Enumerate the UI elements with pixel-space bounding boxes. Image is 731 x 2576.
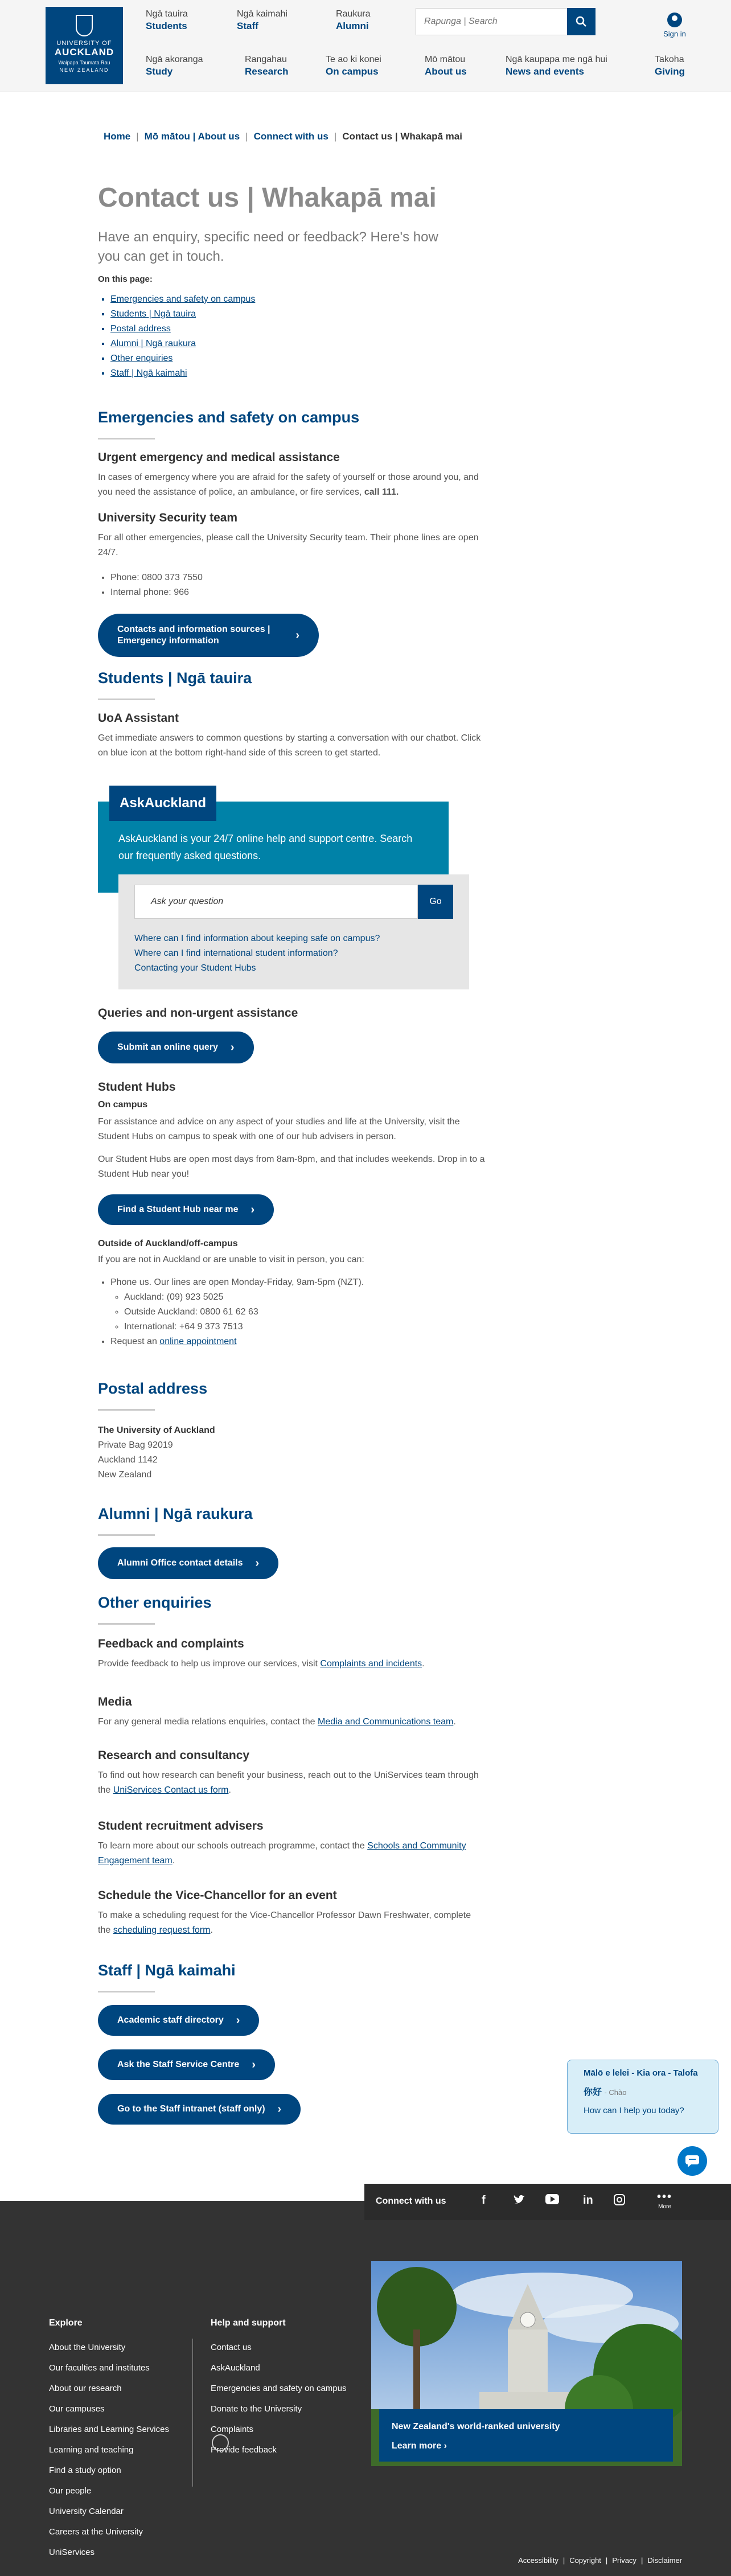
topnav-en: Students — [146, 20, 187, 31]
chevron-right-icon: › — [295, 629, 299, 642]
toc-item[interactable]: ▪ Postal address — [110, 322, 485, 336]
assistant-text: Get immediate answers to common questions by starting a conversation with our chatbot. Click on blue icon at the bottom right-hand side of this screen to get started. — [98, 733, 481, 758]
topnav-staff[interactable] — [237, 9, 288, 32]
footer-explore — [49, 2318, 169, 2563]
mainnav-mi: Mō mātou — [425, 55, 466, 64]
hubs-block — [98, 1080, 485, 1182]
chevron-right-icon: › — [230, 1041, 235, 1054]
submit-query-label: Submit an online query — [117, 1042, 218, 1052]
postal-heading: Postal address — [98, 1380, 208, 1397]
footer-divider — [192, 2339, 193, 2487]
chevron-right-icon: › — [236, 2014, 240, 2027]
find-hub-label: Find a Student Hub near me — [117, 1205, 239, 1214]
footer-link[interactable]: About the University — [49, 2343, 126, 2352]
footer-help — [211, 2318, 346, 2460]
ask-faq-link[interactable]: Where can I find information about keeping safe on campus? — [134, 934, 380, 943]
security-phones — [98, 570, 485, 600]
footer-link[interactable]: Our faculties and institutes — [49, 2363, 150, 2373]
logo-line-4: NEW ZEALAND — [59, 67, 109, 73]
search-box — [416, 8, 596, 35]
page-title: Contact us | Whakapā mai — [98, 183, 437, 213]
topnav-students[interactable] — [146, 9, 188, 32]
logo-line-3: Waipapa Taumata Rau — [58, 60, 110, 65]
urgent-text: In cases of emergency where you are afraid for the safety of yourself or those around you, and you need the assistance of police, an ambulance, or fire services, call 111. — [98, 473, 479, 497]
sign-in-link[interactable] — [655, 13, 695, 38]
footer-help-heading: Help and support — [211, 2318, 286, 2328]
topnav-mi: Ngā tauira — [146, 9, 188, 19]
staff-heading: Staff | Ngā kaimahi — [98, 1962, 236, 1979]
queries-block — [98, 1006, 485, 1020]
media-heading: Media — [98, 1695, 132, 1708]
footer-bottom-link[interactable]: Accessibility — [518, 2556, 558, 2565]
scheduling-form-link[interactable]: scheduling request form — [113, 1925, 211, 1935]
research-block — [98, 1749, 485, 1798]
instagram-icon[interactable] — [614, 2194, 625, 2209]
logo-line-1: UNIVERSITY OF — [56, 40, 112, 47]
mainnav-mi: Rangahau — [245, 55, 287, 64]
promo-learn-more[interactable]: Learn more › — [392, 2441, 447, 2451]
assistant-block — [98, 712, 485, 761]
staff-buttons — [98, 2005, 485, 2125]
emergency-section — [98, 409, 485, 439]
toc-item[interactable]: ▪ Other enquiries — [110, 351, 485, 366]
mainnav-mi: Takoha — [655, 55, 684, 64]
crest-icon — [76, 15, 93, 36]
mainnav-en: About us — [425, 66, 467, 77]
emergency-info-label: Contacts and information sources | Emergency information — [117, 625, 270, 646]
alumni-section — [98, 1505, 485, 1536]
hubs-text-1: For assistance and advice on any aspect of your studies and life at the University, visit the Student Hubs on campus to speak with one of our hub advisers in person. — [98, 1117, 460, 1141]
mainnav-en: Research — [245, 66, 289, 77]
logo-line-2: AUCKLAND — [54, 47, 114, 57]
postal-section — [98, 1380, 485, 1411]
university-logo[interactable] — [46, 7, 123, 84]
promo-card[interactable] — [379, 2409, 673, 2462]
media-team-link[interactable]: Media and Communications team — [318, 1717, 454, 1727]
queries-button-wrap — [98, 1032, 485, 1063]
offcampus-block — [98, 1239, 485, 1349]
toc-item[interactable]: ▪ Staff | Ngā kaimahi — [110, 366, 485, 381]
chatbot-button[interactable] — [677, 2146, 707, 2176]
footer-bottom-link[interactable]: Copyright — [569, 2556, 601, 2565]
queries-heading: Queries and non-urgent assistance — [98, 1006, 298, 1020]
alumni-heading: Alumni | Ngā raukura — [98, 1505, 253, 1522]
mainnav-mi: Ngā kaupapa me ngā hui — [506, 55, 607, 64]
chat-greeting: Mālō e lelei - Kia ora - Talofa — [584, 2068, 698, 2078]
chat-bubble[interactable] — [567, 2060, 718, 2134]
recruit-heading: Student recruitment advisers — [98, 1819, 264, 1833]
chat-greeting-zh: 你好 - Chào — [584, 2088, 627, 2097]
mainnav-news-events[interactable] — [506, 55, 607, 77]
footer-link[interactable]: Donate to the University — [211, 2404, 302, 2414]
alumni-contact-label: Alumni Office contact details — [117, 1558, 243, 1568]
offcampus-phone: • Phone us. Our lines are open Monday-Friday, 9am-5pm (NZT). ◦ Auckland: (09) 923 5025 ◦ Outside Auckland: 0800 61 62 63 ◦ International: +64 9 373 7513 — [110, 1275, 485, 1334]
globe-icon[interactable] — [212, 2434, 229, 2451]
site-header — [0, 0, 731, 92]
chevron-right-icon: › — [443, 2441, 447, 2451]
mainnav-en: On campus — [326, 66, 379, 77]
emergency-info-button[interactable] — [98, 614, 319, 657]
footer-link[interactable]: Libraries and Learning Services — [49, 2425, 169, 2434]
vc-text: To make a scheduling request for the Vice-Chancellor Professor Dawn Freshwater, complete the scheduling request form. — [98, 1911, 471, 1935]
staff-service-label: Ask the Staff Service Centre — [117, 2060, 240, 2069]
search-input[interactable] — [416, 9, 565, 35]
submit-query-button[interactable] — [98, 1032, 254, 1063]
topnav-mi: Raukura — [336, 9, 371, 19]
alumni-contact-button[interactable] — [98, 1547, 278, 1579]
search-icon — [576, 16, 587, 27]
more-social[interactable] — [657, 2191, 672, 2210]
other-heading: Other enquiries — [98, 1594, 212, 1611]
call-111: call 111. — [364, 487, 399, 497]
research-heading: Research and consultancy — [98, 1749, 250, 1762]
breadcrumb: Home | Mō mātou | About us | Connect with us | Contact us | Whakapā mai — [104, 131, 462, 142]
more-label: More — [658, 2204, 671, 2210]
mainnav-about-us[interactable] — [425, 55, 467, 77]
footer-bottom-links: Accessibility | Copyright | Privacy | Disclaimer — [518, 2556, 682, 2565]
students-section — [98, 669, 485, 700]
hubs-on-campus: On campus — [98, 1100, 148, 1110]
vc-block — [98, 1889, 485, 1938]
staff-directory-button[interactable] — [98, 2005, 259, 2036]
phone-international: ◦ International: +64 9 373 7513 — [124, 1320, 485, 1334]
toc-list — [98, 292, 485, 381]
urgent-block — [98, 451, 485, 500]
facebook-icon[interactable]: f — [482, 2194, 486, 2207]
footer-link[interactable]: Emergencies and safety on campus — [211, 2384, 347, 2393]
urgent-heading: Urgent emergency and medical assistance — [98, 451, 340, 464]
hubs-heading: Student Hubs — [98, 1080, 176, 1094]
offcampus-list — [98, 1275, 485, 1349]
mainnav-mi: Ngā akoranga — [146, 55, 203, 64]
emergency-heading: Emergencies and safety on campus — [98, 409, 360, 426]
breadcrumb-about[interactable]: Mō mātou | About us — [144, 131, 240, 142]
footer-link[interactable]: University Calendar — [49, 2507, 124, 2516]
linkedin-icon[interactable]: in — [583, 2194, 593, 2207]
topnav-en: Alumni — [336, 20, 369, 31]
more-dots-icon: ••• — [657, 2191, 673, 2203]
heading-rule — [98, 699, 155, 700]
phone-auckland: ◦ Auckland: (09) 923 5025 — [124, 1290, 485, 1305]
security-text: For all other emergencies, please call the University Security team. Their phone lines are open 24/7. — [98, 533, 479, 557]
footer-link[interactable]: Provide feedback — [211, 2445, 277, 2455]
other-section — [98, 1594, 485, 1625]
footer-link[interactable]: Careers at the University — [49, 2527, 143, 2537]
ask-faq-links — [134, 931, 380, 976]
search-button[interactable] — [567, 8, 596, 35]
vc-heading: Schedule the Vice-Chancellor for an event — [98, 1889, 337, 1902]
breadcrumb-home[interactable]: Home — [104, 131, 131, 142]
staff-intranet-button[interactable] — [98, 2094, 301, 2125]
offcampus-request: • Request an online appointment — [110, 1334, 485, 1349]
phone-outside: ◦ Outside Auckland: 0800 61 62 63 — [124, 1305, 485, 1320]
mainnav-giving[interactable] — [655, 55, 685, 77]
postal-address — [98, 1423, 485, 1482]
toc-item[interactable]: ▪ Emergencies and safety on campus — [110, 292, 485, 307]
footer-link[interactable]: AskAuckland — [211, 2363, 260, 2373]
emergency-button-wrap — [98, 614, 485, 657]
chevron-right-icon: › — [250, 1203, 255, 1216]
media-text: For any general media relations enquiries, contact the Media and Communications team. — [98, 1717, 456, 1727]
phone-numbers — [110, 1290, 485, 1334]
ask-go-button[interactable]: Go — [418, 885, 453, 919]
hubs-button-wrap — [98, 1194, 485, 1225]
footer-link[interactable]: Contact us — [211, 2343, 252, 2352]
toc-item[interactable]: ▪ Students | Ngā tauira — [110, 307, 485, 322]
staff-service-button[interactable] — [98, 2049, 275, 2080]
topnav-alumni[interactable] — [336, 9, 370, 32]
heading-rule — [98, 1991, 155, 1992]
alumni-button-wrap — [98, 1547, 485, 1579]
recruit-block — [98, 1819, 485, 1868]
twitter-icon[interactable] — [514, 2194, 526, 2209]
research-text: To find out how research can benefit your business, reach out to the UniServices team through the UniServices Contact us form. — [98, 1770, 479, 1795]
feedback-block — [98, 1637, 485, 1671]
promo-heading: New Zealand's world-ranked university — [392, 2422, 560, 2431]
chat-icon — [684, 2154, 700, 2168]
youtube-icon[interactable] — [545, 2194, 559, 2208]
footer-bottom-link[interactable]: Disclaimer — [647, 2556, 682, 2565]
postal-line: Private Bag 92019 — [98, 1440, 173, 1450]
chat-prompt: How can I help you today? — [584, 2106, 684, 2115]
find-hub-button[interactable] — [98, 1194, 274, 1225]
footer-link[interactable]: Find a study option — [49, 2466, 121, 2475]
askauckland-desc: AskAuckland is your 24/7 online help and support centre. Search our frequently asked questions. — [118, 833, 413, 861]
footer-link[interactable]: Our campuses — [49, 2404, 105, 2414]
postal-line: Auckland 1142 — [98, 1455, 158, 1465]
media-block — [98, 1695, 485, 1729]
complaints-link[interactable]: Complaints and incidents — [320, 1659, 422, 1669]
chevron-right-icon: › — [277, 2103, 282, 2115]
schools-team-link[interactable]: Schools and Community Engagement team — [98, 1841, 466, 1866]
askauckland-tag: AskAuckland — [109, 786, 216, 821]
postal-line: New Zealand — [98, 1470, 152, 1480]
staff-intranet-label: Go to the Staff intranet (staff only) — [117, 2104, 265, 2114]
online-appointment-link[interactable]: online appointment — [159, 1337, 237, 1346]
breadcrumb-connect[interactable]: Connect with us — [253, 131, 328, 142]
staff-section — [98, 1962, 485, 1992]
social-bar — [364, 2184, 731, 2220]
mainnav-en: Study — [146, 66, 173, 77]
on-this-page — [98, 274, 485, 381]
offcampus-heading: Outside of Auckland/off-campus — [98, 1239, 238, 1248]
footer-link[interactable]: Our people — [49, 2486, 92, 2496]
breadcrumb-current: Contact us | Whakapā mai — [342, 131, 462, 142]
feedback-heading: Feedback and complaints — [98, 1637, 244, 1650]
sign-in-label: Sign in — [663, 30, 686, 38]
ask-faq-link[interactable]: Contacting your Student Hubs — [134, 963, 256, 973]
ask-faq-link[interactable]: Where can I find international student information? — [134, 948, 338, 958]
uniservices-link[interactable]: UniServices Contact us form — [113, 1785, 229, 1795]
footer-link[interactable]: Complaints — [211, 2425, 254, 2434]
page-lead: Have an enquiry, specific need or feedback? Here's how you can get in touch. — [98, 229, 438, 264]
security-block — [98, 511, 485, 600]
mainnav-en: News and events — [506, 66, 584, 77]
postal-name: The University of Auckland — [98, 1425, 215, 1435]
footer-link[interactable]: About our research — [49, 2384, 122, 2393]
mainnav-mi: Te ao ki konei — [326, 55, 381, 64]
toc-item[interactable]: ▪ Alumni | Ngā raukura — [110, 336, 485, 351]
mainnav-study[interactable] — [146, 55, 203, 77]
feedback-text: Provide feedback to help us improve our services, visit Complaints and incidents. — [98, 1659, 425, 1669]
hubs-text-2: Our Student Hubs are open most days from 8am-8pm, and that includes weekends. Drop in to a Student Hub near you! — [98, 1155, 485, 1179]
toc-heading: On this page: — [98, 274, 153, 284]
topnav-en: Staff — [237, 20, 258, 31]
footer-link[interactable]: UniServices — [49, 2548, 95, 2557]
heading-rule — [98, 438, 155, 439]
footer-link[interactable]: Learning and teaching — [49, 2445, 134, 2455]
footer-bottom-link[interactable]: Privacy — [612, 2556, 636, 2565]
staff-directory-label: Academic staff directory — [117, 2015, 224, 2025]
security-phone: • Phone: 0800 373 7550 — [110, 570, 485, 585]
user-icon — [667, 13, 682, 27]
mainnav-on-campus[interactable] — [326, 55, 381, 77]
mainnav-research[interactable] — [245, 55, 289, 77]
offcampus-text: If you are not in Auckland or are unable to visit in person, you can: — [98, 1255, 364, 1264]
security-internal: • Internal phone: 966 — [110, 585, 485, 600]
mainnav-en: Giving — [655, 66, 685, 77]
social-label: Connect with us — [376, 2196, 446, 2206]
security-heading: University Security team — [98, 511, 238, 524]
chevron-right-icon: › — [252, 2059, 256, 2071]
students-heading: Students | Ngā tauira — [98, 669, 252, 687]
footer-explore-heading: Explore — [49, 2318, 83, 2328]
heading-rule — [98, 1623, 155, 1625]
heading-rule — [98, 1409, 155, 1411]
chevron-right-icon: › — [255, 1557, 260, 1570]
assistant-heading: UoA Assistant — [98, 712, 179, 725]
recruit-text: To learn more about our schools outreach programme, contact the Schools and Community Engagement team. — [98, 1841, 466, 1866]
topnav-mi: Ngā kaimahi — [237, 9, 288, 19]
heading-rule — [98, 1534, 155, 1536]
ask-question-input[interactable]: Ask your question — [134, 885, 418, 919]
